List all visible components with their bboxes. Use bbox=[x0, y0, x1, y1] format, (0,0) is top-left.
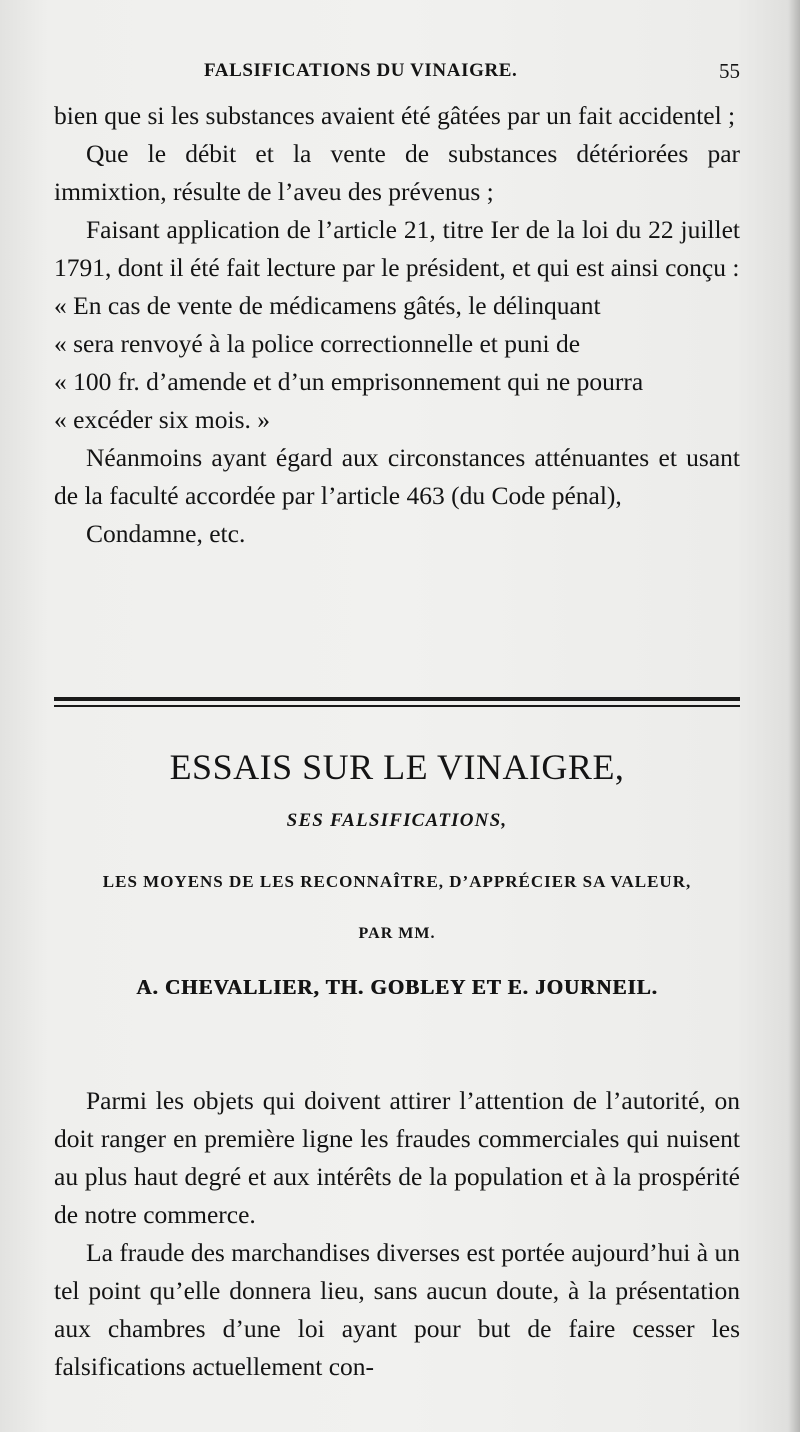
page-header bbox=[54, 57, 740, 87]
section-divider-thin bbox=[54, 705, 740, 707]
essay-subtitle-line: LES MOYENS DE LES RECONNAÎTRE, D’APPRÉCIER SA VALEUR, bbox=[102, 872, 692, 891]
running-title: FALSIFICATIONS DU VINAIGRE. bbox=[204, 60, 518, 81]
paragraph: Parmi les objets qui doivent attirer l’attention de l’autorité, on doit ranger en première ligne les fraudes commerciales qui nuisent au plus haut degré et aux intérêts de la population et à la prospérité de notre commerce. bbox=[54, 1086, 740, 1229]
paragraph: La fraude des marchandises diverses est portée aujourd’hui à un tel point qu’elle donnera lieu, sans aucun doute, à la présentation aux chambres d’une loi ayant pour but de faire cesser les falsifications actuellement con- bbox=[54, 1238, 740, 1381]
paragraph: Faisant application de l’article 21, titre Ier de la loi du 22 juillet 1791, dont il été fait lecture par le président, et qui est ainsi conçu : bbox=[54, 215, 740, 282]
body-text-top bbox=[54, 97, 740, 553]
essay-title: ESSAIS SUR LE VINAIGRE, bbox=[169, 747, 625, 787]
quote-line: « excéder six mois. » bbox=[54, 405, 270, 434]
paragraph: Néanmoins ayant égard aux circonstances atténuantes et usant de la faculté accordée par l’article 463 (du Code pénal), bbox=[54, 443, 740, 510]
quote-line: « En cas de vente de médicamens gâtés, le délinquant bbox=[54, 291, 601, 320]
page-number: 55 bbox=[719, 59, 740, 83]
paragraph: Condamne, etc. bbox=[86, 519, 246, 548]
essay-par: PAR MM. bbox=[358, 925, 436, 942]
essay-authors: A. CHEVALLIER, TH. GOBLEY ET E. JOURNEIL. bbox=[136, 975, 658, 999]
paragraph: bien que si les substances avaient été gâtées par un fait accidentel ; bbox=[54, 101, 736, 130]
quote-line: « 100 fr. d’amende et d’un emprisonnement qui ne pourra bbox=[54, 367, 644, 396]
essay-subtitle: SES FALSIFICATIONS, bbox=[286, 810, 508, 831]
page-spine-shadow bbox=[788, 0, 800, 1432]
section-divider-thick bbox=[54, 697, 740, 701]
paragraph: Que le débit et la vente de substances détériorées par immixtion, résulte de l’aveu des prévenus ; bbox=[54, 139, 740, 206]
quote-line: « sera renvoyé à la police correctionnelle et puni de bbox=[54, 329, 581, 358]
body-text-bottom bbox=[54, 1082, 740, 1386]
